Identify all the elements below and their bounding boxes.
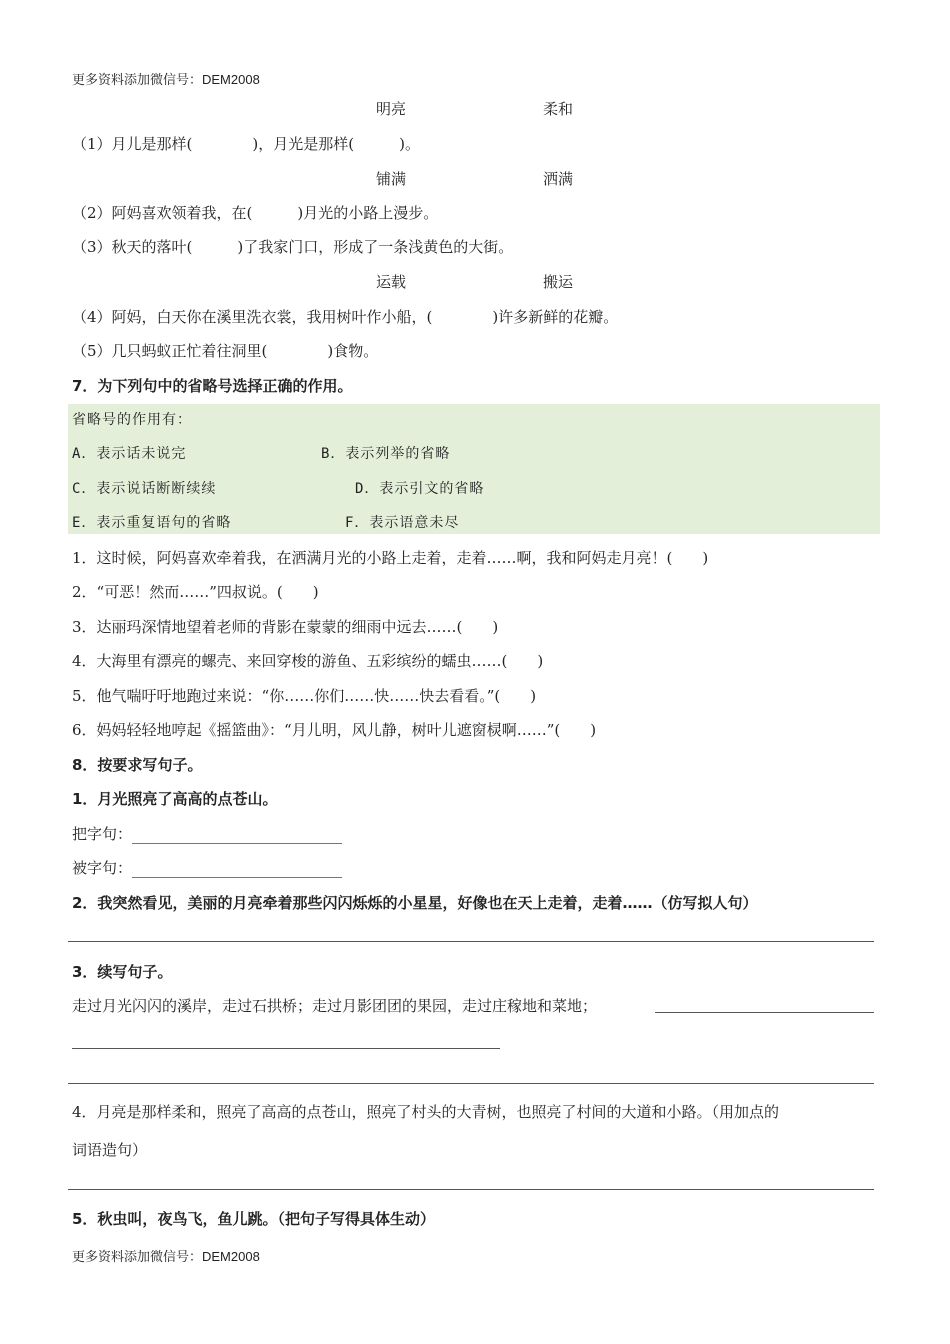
ellipsis-item: 2．“可恶！然而……”四叔说。( ) — [72, 583, 319, 601]
ellipsis-item: 6．妈妈轻轻地哼起《摇篮曲》：“月儿明，风儿静，树叶儿遮窗棂啊……”( ) — [72, 721, 597, 739]
sub-question-1: 1．月光照亮了高高的点苍山。 — [72, 790, 278, 808]
sub-question-4-line-2: 词语造句） — [72, 1141, 148, 1159]
page-header: 更多资料添加微信号：DEM2008 — [72, 72, 260, 87]
sub-question-5: 5．秋虫叫，夜鸟飞，鱼儿跳。（把句子写得具体生动） — [72, 1210, 435, 1228]
option-c: C．表示说话断断续续 — [72, 481, 217, 497]
word-option: 柔和 — [543, 100, 574, 118]
option-a: A．表示话未说完 — [72, 446, 187, 462]
ellipsis-item: 5．他气喘吁吁地跑过来说：“你……你们……快……快去看看。”( ) — [72, 687, 537, 705]
sub-question-3: 3．续写句子。 — [72, 963, 173, 981]
sentence-4: （4）阿妈，白天你在溪里洗衣裳，我用树叶作小船，( )许多新鲜的花瓣。 — [72, 308, 619, 326]
word-option: 运载 — [376, 273, 407, 291]
ellipsis-item: 3．达丽玛深情地望着老师的背影在蒙蒙的细雨中远去……( ) — [72, 618, 499, 636]
page-footer: 更多资料添加微信号：DEM2008 — [72, 1249, 260, 1264]
sentence-5: （5）几只蚂蚁正忙着往洞里( )食物。 — [72, 342, 379, 360]
bei-sentence-label: 被字句： — [72, 859, 133, 877]
word-option: 搬运 — [543, 273, 574, 291]
answer-line[interactable] — [68, 1189, 874, 1190]
ba-sentence-label: 把字句： — [72, 825, 133, 843]
answer-line[interactable] — [68, 1083, 874, 1084]
answer-line[interactable] — [68, 941, 874, 942]
sentence-2: （2）阿妈喜欢领着我，在( )月光的小路上漫步。 — [72, 204, 439, 222]
word-option: 铺满 — [376, 170, 407, 188]
sentence-3: （3）秋天的落叶( )了我家门口，形成了一条浅黄色的大街。 — [72, 238, 514, 256]
bei-sentence-blank[interactable] — [132, 861, 342, 878]
ellipsis-item: 4．大海里有漂亮的螺壳、来回穿梭的游鱼、五彩缤纷的蠕虫……( ) — [72, 652, 544, 670]
option-f: F．表示语意未尽 — [345, 515, 460, 531]
sub-question-2: 2．我突然看见，美丽的月亮牵着那些闪闪烁烁的小星星，好像也在天上走着，走着……（仿写拟人句） — [72, 894, 758, 912]
bei-sentence-row — [72, 858, 342, 878]
option-d: D．表示引文的省略 — [355, 481, 485, 497]
question-7-title: 7．为下列句中的省略号选择正确的作用。 — [72, 377, 353, 395]
ellipsis-item: 1．这时候，阿妈喜欢牵着我，在洒满月光的小路上走着，走着……啊，我和阿妈走月亮！( ) — [72, 549, 709, 567]
word-option: 明亮 — [376, 100, 407, 118]
answer-line[interactable] — [72, 1048, 500, 1049]
answer-line[interactable] — [655, 1012, 874, 1013]
ba-sentence-row — [72, 824, 342, 844]
continuation-sentence: 走过月光闪闪的溪岸，走过石拱桥；走过月影团团的果园，走过庄稼地和菜地； — [72, 997, 598, 1015]
sub-question-4-line-1: 4．月亮是那样柔和，照亮了高高的点苍山，照亮了村头的大青树，也照亮了村间的大道和小路。（用加点的 — [72, 1103, 780, 1121]
sentence-1: （1）月儿是那样( )，月光是那样( )。 — [72, 135, 420, 153]
option-e: E．表示重复语句的省略 — [72, 515, 232, 531]
options-box-title: 省略号的作用有： — [72, 412, 192, 428]
ba-sentence-blank[interactable] — [132, 827, 342, 844]
question-8-title: 8．按要求写句子。 — [72, 756, 203, 774]
option-b: B．表示列举的省略 — [321, 446, 451, 462]
word-option: 洒满 — [543, 170, 574, 188]
